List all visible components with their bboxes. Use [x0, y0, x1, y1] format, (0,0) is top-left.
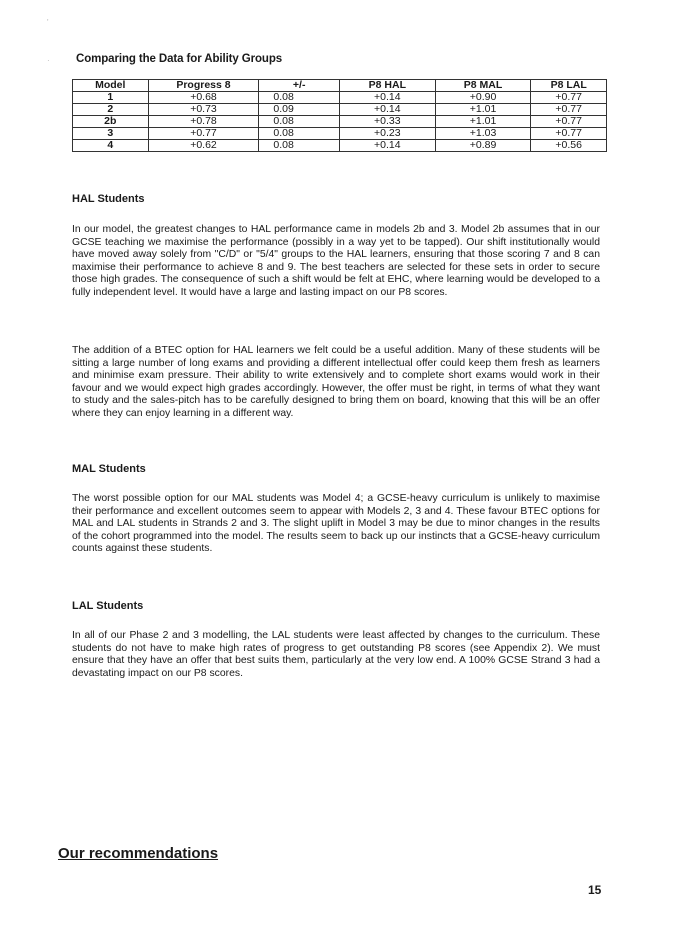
hal-paragraph-1: In our model, the greatest changes to HAL performance came in models 2b and 3. Model 2b assumes that in our GCSE teaching we maximise the performance (possibly in a way yet to be tapped). Our shift institutionally would have moved away solely from "C/D" or "5/4" groups to the HAL learners, ensuring that those scoring 7 and 8 can maximise their performance to achieve 8 and 9. The best teachers are selected for these sets in order to secure those high grades. The consequence of such a shift would be felt at EHC, where learning would be developed to a fully independent level. It would have a large and lasting impact on our P8 scores.: [72, 224, 600, 298]
header-progress8: Progress 8: [148, 80, 259, 92]
lal-paragraph: In all of our Phase 2 and 3 modelling, the LAL students were least affected by changes to the curriculum. These students do not have to make high rates of progress to get outstanding P8 scores (see Appendix 2). We must ensure that they have an offer that best suits them, particularly at the very low end. A 100% GCSE Strand 3 had a devastating impact on our P8 scores.: [72, 630, 600, 679]
cell-p8-lal: +0.77: [531, 92, 607, 104]
cell-model: 3: [73, 128, 149, 140]
header-p8-hal: P8 HAL: [339, 80, 435, 92]
header-plusminus: +/-: [259, 80, 340, 92]
cell-p8-lal: +0.77: [531, 128, 607, 140]
cell-p8-lal: +0.77: [531, 104, 607, 116]
table-row: [73, 140, 607, 152]
cell-p8-mal: +0.90: [435, 92, 531, 104]
hal-paragraph-2: The addition of a BTEC option for HAL learners we felt could be a useful addition. Many of these students will be sitting a large number of long exams and providing a different intellectual offer could keep them fresh as learners and minimise exam pressure. Their ability to write extensively and to complete short exams would work in their favour and we would expect high grades accordingly. However, the offer must be right, in terms of what they want to study and the sales-pitch has to be carefully designed to bring them on board, knowing that this will be an offer where they can enjoy learning in a different way.: [72, 345, 600, 419]
header-p8-lal: P8 LAL: [531, 80, 607, 92]
cell-p8-lal: +0.56: [531, 140, 607, 152]
scan-speck: ': [47, 18, 49, 27]
cell-p8-hal: +0.14: [339, 92, 435, 104]
cell-p8-mal: +1.01: [435, 104, 531, 116]
cell-p8-hal: +0.23: [339, 128, 435, 140]
page-number: 15: [588, 883, 602, 897]
header-model: Model: [73, 80, 149, 92]
table-row: [73, 116, 607, 128]
cell-plusminus: 0.08: [259, 116, 340, 128]
cell-progress8: +0.73: [148, 104, 259, 116]
cell-model: 4: [73, 140, 149, 152]
cell-progress8: +0.68: [148, 92, 259, 104]
cell-progress8: +0.78: [148, 116, 259, 128]
header-p8-mal: P8 MAL: [435, 80, 531, 92]
cell-model: 2: [73, 104, 149, 116]
cell-progress8: +0.77: [148, 128, 259, 140]
table-header-row: [73, 80, 607, 92]
cell-p8-mal: +1.03: [435, 128, 531, 140]
cell-model: 2b: [73, 116, 149, 128]
cell-plusminus: 0.08: [259, 128, 340, 140]
cell-p8-lal: +0.77: [531, 116, 607, 128]
cell-p8-mal: +1.01: [435, 116, 531, 128]
section-title: Comparing the Data for Ability Groups: [76, 53, 283, 65]
scan-speck: ·: [47, 56, 50, 65]
recommendations-heading: Our recommendations: [58, 845, 219, 862]
cell-p8-hal: +0.33: [339, 116, 435, 128]
cell-plusminus: 0.09: [259, 104, 340, 116]
cell-plusminus: 0.08: [259, 140, 340, 152]
ability-groups-table: [72, 79, 607, 152]
mal-heading: MAL Students: [72, 463, 146, 475]
cell-progress8: +0.62: [148, 140, 259, 152]
table-row: [73, 128, 607, 140]
lal-heading: LAL Students: [72, 600, 144, 612]
cell-model: 1: [73, 92, 149, 104]
table-row: [73, 104, 607, 116]
cell-p8-mal: +0.89: [435, 140, 531, 152]
cell-p8-hal: +0.14: [339, 104, 435, 116]
cell-p8-hal: +0.14: [339, 140, 435, 152]
mal-paragraph: The worst possible option for our MAL students was Model 4; a GCSE-heavy curriculum is unlikely to maximise their performance and excellent outcomes seem to appear with Models 2, 3 and 4. These favour BTEC options for MAL and LAL students in Strands 2 and 3. The slight uplift in Model 3 may be due to minor changes in the results of the cohort programmed into the model. The results seem to back up our instincts that a GCSE-heavy curriculum counts against these students.: [72, 493, 600, 555]
table-row: [73, 92, 607, 104]
hal-heading: HAL Students: [72, 193, 145, 205]
cell-plusminus: 0.08: [259, 92, 340, 104]
